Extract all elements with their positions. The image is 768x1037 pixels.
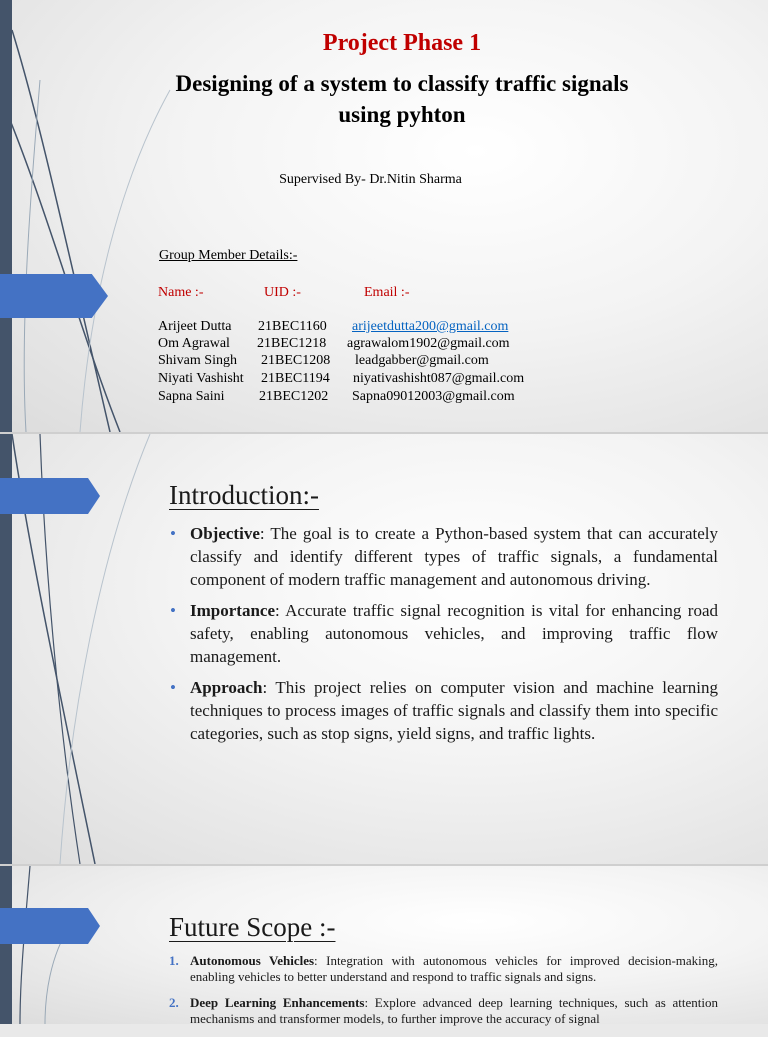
future-scope-list: [169, 953, 718, 1037]
member-uid: 21BEC1160: [258, 319, 327, 334]
project-title-line1: Designing of a system to classify traffic signals: [175, 71, 629, 96]
group-members-heading: Group Member Details:-: [159, 248, 298, 263]
arrow-tab-shape: [0, 274, 108, 318]
member-email: Sapna09012003@gmail.com: [352, 389, 515, 404]
list-item: [170, 676, 718, 745]
item-number: 2.: [169, 995, 179, 1010]
member-uid: 21BEC1194: [261, 371, 330, 386]
member-name: Niyati Vashisht: [158, 371, 244, 386]
name-column-header: Name :-: [158, 285, 204, 300]
introduction-bullets: [170, 522, 718, 753]
list-item: [170, 522, 718, 591]
list-item: [169, 995, 718, 1027]
member-name: Shivam Singh: [158, 353, 237, 368]
left-sidebar-bar: [0, 0, 12, 432]
member-email: leadgabber@gmail.com: [355, 353, 489, 368]
member-email-link[interactable]: arijeetdutta200@gmail.com: [352, 319, 509, 334]
introduction-heading: Introduction:-: [169, 480, 319, 510]
member-name: Arijeet Dutta: [158, 319, 232, 334]
bullet-text: : This project relies on computer vision and machine learning techniques to process images of traffic signals and classify them into specific categories, such as stop signs, yield signs, and traffic lights.: [190, 678, 718, 743]
project-title-line2: using pyhton: [338, 102, 466, 127]
arrow-tab-shape: [0, 908, 100, 944]
supervisor-text: Supervised By- Dr.Nitin Sharma: [279, 172, 462, 187]
bullet-term: Approach: [190, 678, 263, 697]
email-column-header: Email :-: [364, 285, 410, 300]
future-scope-heading: Future Scope :-: [169, 912, 336, 942]
slide-title: [0, 0, 768, 432]
bullet-text: : Accurate traffic signal recognition is vital for enhancing road safety, enabling autonomous vehicles, and improving traffic flow management.: [190, 601, 718, 666]
left-sidebar-bar: [0, 866, 12, 1024]
project-title: [0, 68, 768, 130]
item-term: Deep Learning Enhancements: [190, 995, 365, 1010]
item-term: Autonomous Vehicles: [190, 953, 315, 968]
member-email: agrawalom1902@gmail.com: [347, 336, 510, 351]
bullet-term: Objective: [190, 524, 260, 543]
member-name: Om Agrawal: [158, 336, 230, 351]
item-text: : Explore advanced deep learning techniques, such as attention mechanisms and transformer models, to further improve the accuracy of signal: [190, 995, 718, 1026]
list-item: [169, 953, 718, 985]
member-uid: 21BEC1208: [261, 353, 331, 368]
project-phase-heading: Project Phase 1: [322, 30, 482, 56]
member-email: niyativashisht087@gmail.com: [353, 371, 525, 386]
bullet-text: : The goal is to create a Python-based system that can accurately classify and identify different types of traffic signals, a fundamental component of modern traffic management and autonomous driving.: [190, 524, 718, 589]
member-name: Sapna Saini: [158, 389, 225, 404]
item-text: : Integration with autonomous vehicles for improved decision-making, enabling vehicles to better understand and respond to traffic signals and signs.: [190, 953, 719, 984]
item-number: 1.: [169, 953, 179, 968]
uid-column-header: UID :-: [264, 285, 301, 300]
bullet-term: Importance: [190, 601, 275, 620]
member-uid: 21BEC1218: [257, 336, 327, 351]
member-uid: 21BEC1202: [259, 389, 329, 404]
arrow-tab-shape: [0, 478, 100, 514]
list-item: [170, 599, 718, 668]
